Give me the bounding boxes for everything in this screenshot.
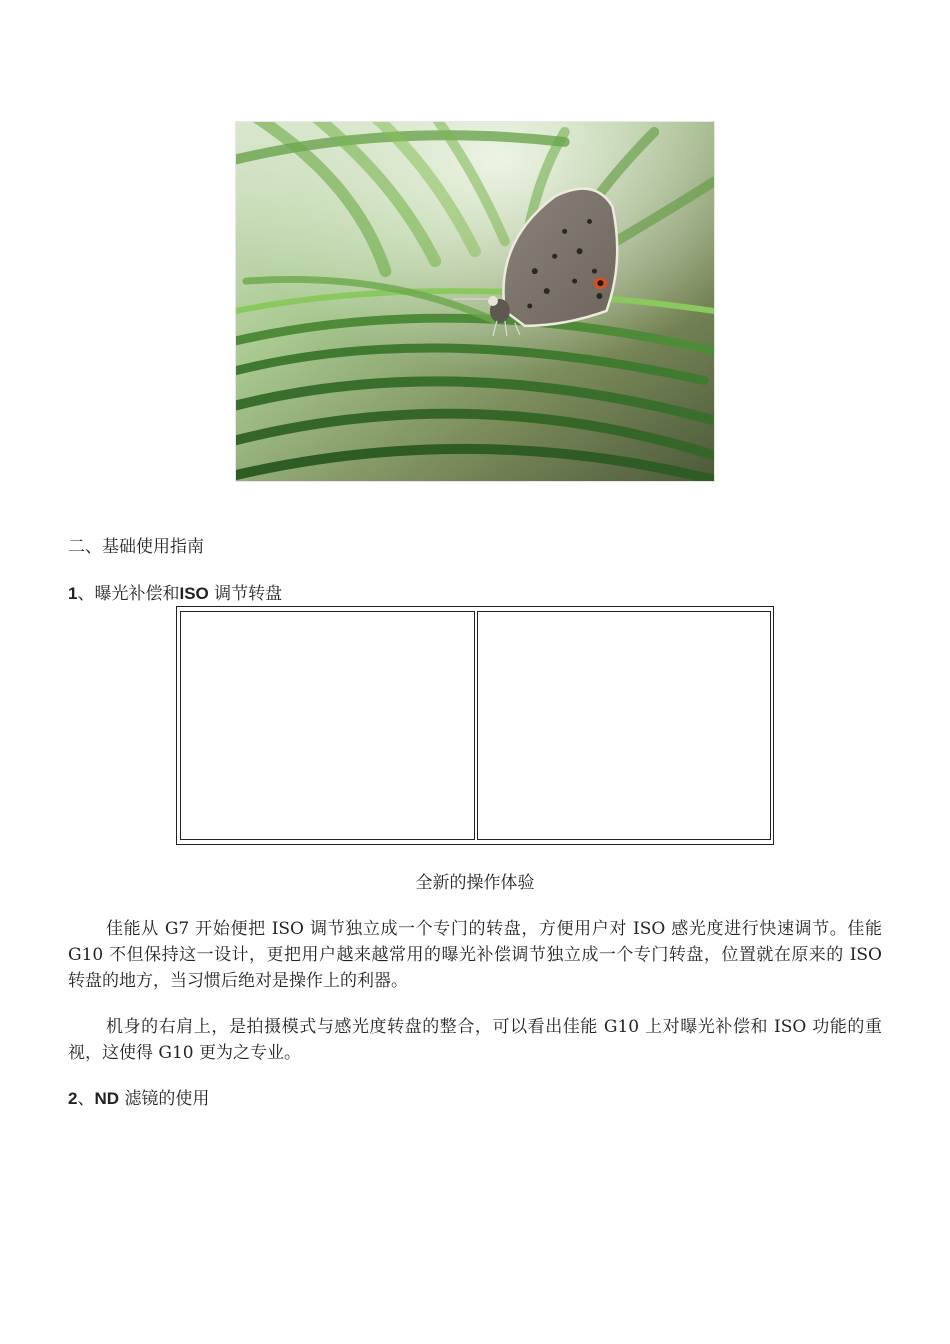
subheading-sep: 、: [77, 1089, 95, 1109]
butterfly-photo: [235, 121, 715, 482]
subheading-text-tail: 调节转盘: [214, 584, 283, 604]
image-cell-right: [477, 611, 771, 840]
image-caption: 全新的操作体验: [415, 873, 535, 893]
image-table: [176, 606, 774, 845]
subheading-number: 2: [68, 1089, 78, 1108]
subheading-text-tail: 滤镜的使用: [124, 1089, 210, 1109]
butterfly-on-leaf-image: [236, 122, 714, 481]
subheading-number: 1: [68, 584, 78, 603]
subheading-nd: ND: [94, 1089, 120, 1108]
section-heading: 二、基础使用指南: [68, 537, 204, 557]
image-cell-left: [180, 611, 475, 840]
subheading-exposure-iso-dial: [68, 581, 282, 607]
subheading-nd-filter: [68, 1086, 209, 1112]
paragraph-right-shoulder: 机身的右肩上，是拍摄模式与感光度转盘的整合，可以看出佳能 G10 上对曝光补偿和 ISO 功能的重视，这使得 G10 更为之专业。: [68, 1017, 882, 1063]
paragraph-iso-dial: 佳能从 G7 开始便把 ISO 调节独立成一个专门的转盘，方便用户对 ISO 感光度进行快速调节。佳能 G10 不但保持这一设计，更把用户越来越常用的曝光补偿调节独立成一个专门转盘，位置就在原来的 ISO 转盘的地方，当习惯后绝对是操作上的利器。: [68, 919, 882, 991]
subheading-text: 、曝光补偿和: [77, 584, 180, 604]
subheading-iso: ISO: [179, 584, 209, 603]
